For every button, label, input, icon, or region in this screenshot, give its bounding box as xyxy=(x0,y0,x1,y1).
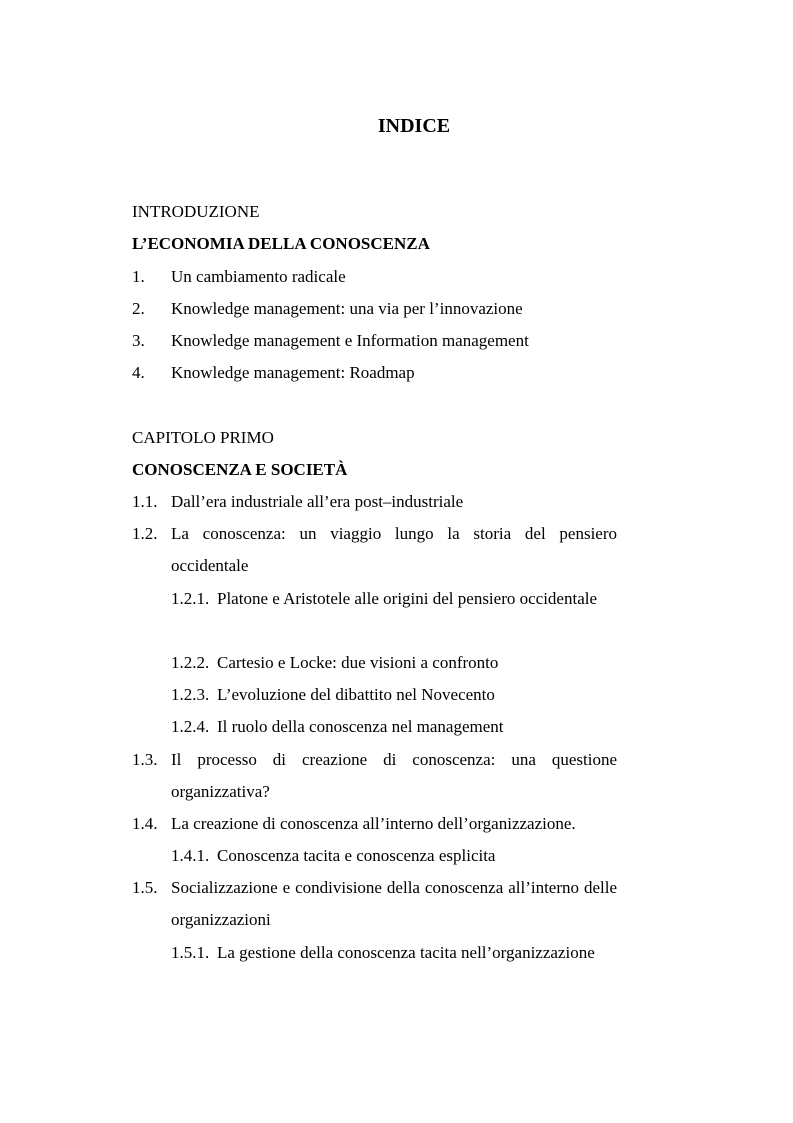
toc-entry-number: 1.4. xyxy=(132,814,158,833)
toc-entry-title: Conoscenza tacita e conoscenza esplicita xyxy=(217,846,496,865)
toc-entry-number: 1.3. xyxy=(132,750,158,769)
section-heading-chapter1: CONOSCENZA E SOCIETÀ xyxy=(132,460,348,479)
toc-entry-number: 1. xyxy=(132,267,145,286)
toc-subentry xyxy=(171,711,617,743)
toc-entry xyxy=(132,872,617,936)
toc-entry xyxy=(132,808,617,840)
toc-entry xyxy=(132,744,617,808)
toc-subentry xyxy=(171,679,617,711)
toc-subentry xyxy=(171,583,617,615)
toc-entry xyxy=(132,325,617,357)
toc-entry-title: La conoscenza: un viaggio lungo la storia del pensiero occidentale xyxy=(171,524,617,575)
toc-entry-number: 4. xyxy=(132,363,145,382)
toc-entry xyxy=(132,293,617,325)
page-title: INDICE xyxy=(377,115,451,137)
toc-entry xyxy=(132,518,617,582)
toc-subentry xyxy=(171,937,617,969)
toc-entry-title: Knowledge management e Information management xyxy=(171,331,529,350)
section-label-introduction: INTRODUZIONE xyxy=(132,202,260,221)
toc-subentry xyxy=(171,840,617,872)
toc-entry xyxy=(132,261,617,293)
toc-entry xyxy=(132,486,617,518)
toc-entry-title: Cartesio e Locke: due visioni a confronto xyxy=(217,653,499,672)
toc-entry-title: Platone e Aristotele alle origini del pensiero occidentale xyxy=(217,589,598,608)
toc-entry-number: 1.2.3. xyxy=(171,685,210,704)
toc-entry-title: Knowledge management: Roadmap xyxy=(171,363,415,382)
toc-subentry xyxy=(171,647,617,679)
toc-entry-number: 1.5.1. xyxy=(171,943,210,962)
toc-entry-title: Knowledge management: una via per l’innovazione xyxy=(171,299,523,318)
toc-entry-title: Un cambiamento radicale xyxy=(171,267,346,286)
toc-entry-number: 1.2.4. xyxy=(171,717,210,736)
toc-entry-number: 3. xyxy=(132,331,145,350)
toc-entry-number: 1.5. xyxy=(132,878,158,897)
toc-entry-title: Socializzazione e condivisione della conoscenza all’interno delle organizzazioni xyxy=(171,878,617,929)
toc-entry-title: La gestione della conoscenza tacita nell’organizzazione xyxy=(217,943,595,962)
toc-entry-title: Il processo di creazione di conoscenza: una questione organizzativa? xyxy=(171,750,617,801)
section-label-chapter1: CAPITOLO PRIMO xyxy=(132,428,274,447)
toc-entry-title: L’evoluzione del dibattito nel Novecento xyxy=(217,685,495,704)
toc-entry xyxy=(132,357,617,389)
toc-entry-title: Il ruolo della conoscenza nel management xyxy=(217,717,504,736)
toc-entry-title: La creazione di conoscenza all’interno dell’organizzazione. xyxy=(171,814,576,833)
toc-entry-number: 1.1. xyxy=(132,492,158,511)
toc-entry-number: 2. xyxy=(132,299,145,318)
toc-entry-number: 1.2.2. xyxy=(171,653,210,672)
section-heading-introduction: L’ECONOMIA DELLA CONOSCENZA xyxy=(132,234,430,253)
toc-entry-number: 1.2. xyxy=(132,524,158,543)
toc-entry-title: Dall’era industriale all’era post–industriale xyxy=(171,492,464,511)
toc-entry-number: 1.2.1. xyxy=(171,589,210,608)
toc-entry-number: 1.4.1. xyxy=(171,846,210,865)
